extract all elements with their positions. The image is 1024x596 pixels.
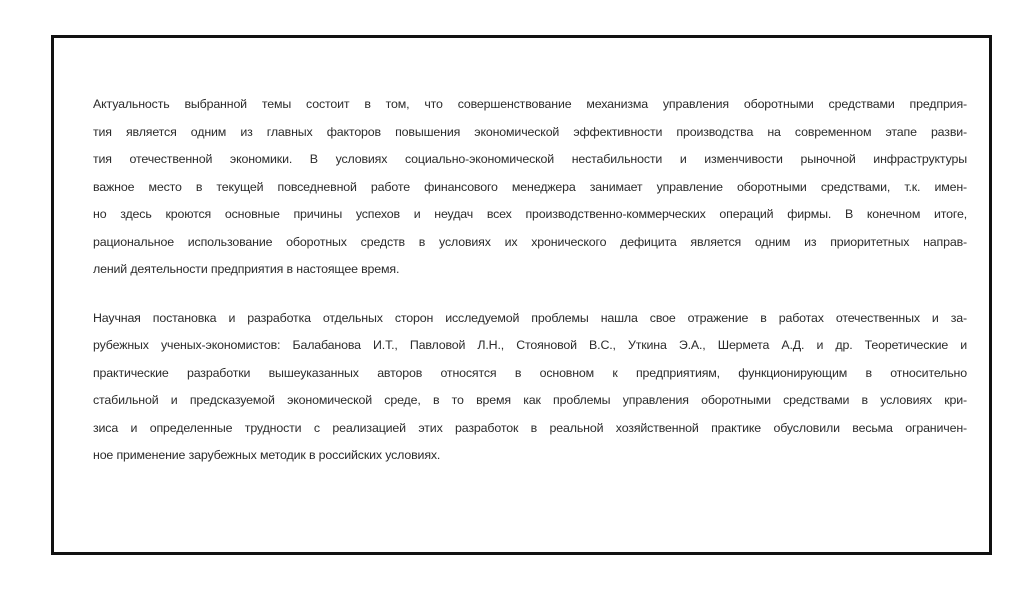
- document-body: [93, 91, 967, 470]
- text-line: лений деятельности предприятия в настоящее время.: [93, 262, 400, 276]
- text-line: Актуальность выбранной темы состоит в том, что совершенствование механизма управления оборотными средствами предприя-: [93, 97, 967, 111]
- paragraph: [93, 91, 967, 284]
- text-line: стабильной и предсказуемой экономической среде, в то время как проблемы управления оборотными средствами в условиях кри-: [93, 393, 967, 407]
- text-line: тия отечественной экономики. В условиях социально-экономической нестабильности и изменчивости рыночной инфраструктуры: [93, 152, 967, 166]
- text-line: ное применение зарубежных методик в российских условиях.: [93, 448, 441, 462]
- paragraph: [93, 305, 967, 470]
- text-line: но здесь кроются основные причины успехов и неудач всех производственно-коммерческих операций фирмы. В конечном итоге,: [93, 207, 967, 221]
- text-line: зиса и определенные трудности с реализацией этих разработок в реальной хозяйственной практике обусловили весьма ограничен-: [93, 420, 967, 435]
- text-line: рациональное использование оборотных средств в условиях их хронического дефицита является одним из приоритетных направ-: [93, 234, 967, 249]
- paragraph-spacer: [93, 284, 967, 305]
- text-line: важное место в текущей повседневной работе финансового менеджера занимает управление оборотными средствами, т.к. имен-: [93, 179, 967, 194]
- text-line: рубежных ученых-экономистов: Балабанова И.Т., Павловой Л.Н., Стояновой В.С., Уткина Э.А., Шермета А.Д. и др. Теоретические и: [93, 338, 967, 352]
- text-line: тия является одним из главных факторов повышения экономической эффективности производства на современном этапе разви-: [93, 124, 967, 139]
- text-line: Научная постановка и разработка отдельных сторон исследуемой проблемы нашла свое отражение в работах отечественных и за-: [93, 310, 967, 325]
- text-line: практические разработки вышеуказанных авторов относятся в основном к предприятиям, функционирующим в относительно: [93, 365, 967, 380]
